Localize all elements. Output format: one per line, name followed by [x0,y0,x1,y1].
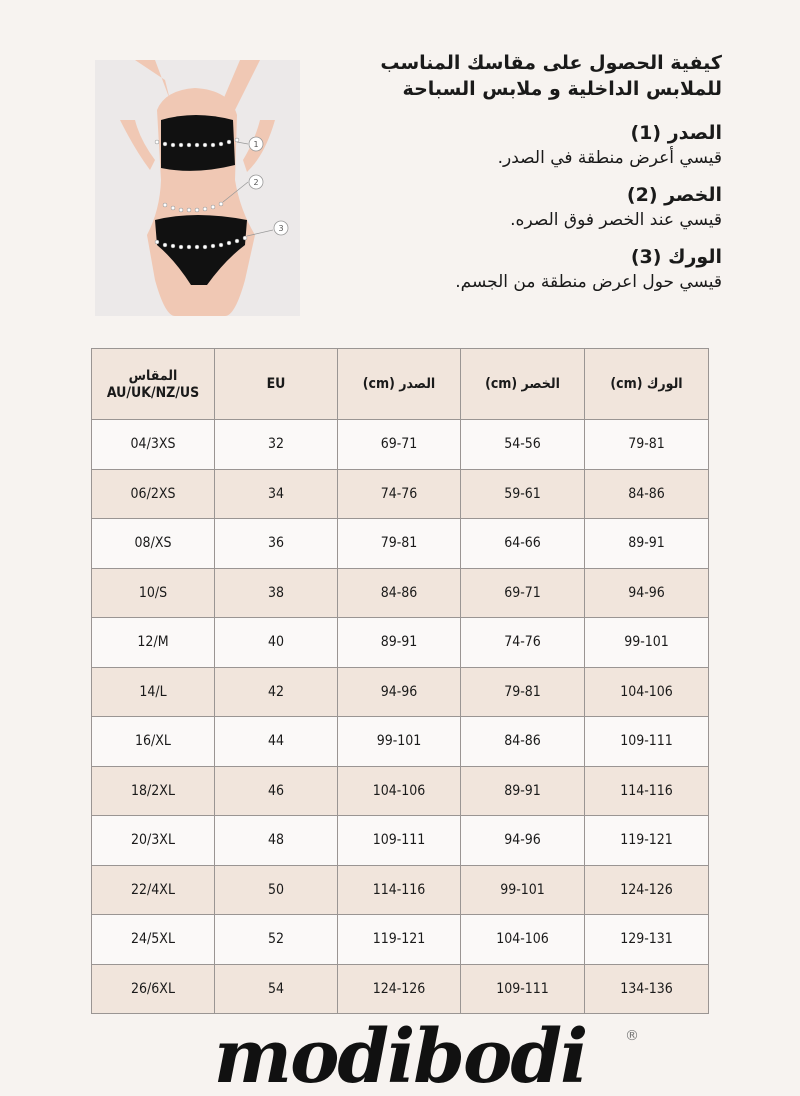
header-bust [338,349,461,420]
cell-bust: 119-121 [338,915,461,965]
cell-hip: 129-131 [585,915,709,965]
cell-eu: 40 [215,618,338,668]
table-header-row [92,349,709,420]
cell-waist: 59-61 [461,469,585,519]
marker-3-label: 3 [278,224,284,233]
marker-2-label: 2 [253,178,259,187]
cell-hip: 119-121 [585,816,709,866]
cell-size: 06/2XS [92,469,215,519]
registered-mark: ® [625,1028,639,1044]
marker-1-label: 1 [253,140,259,149]
guide-title-line2: للملابس الداخلية و ملابس السباحة [402,78,722,100]
table-row [92,964,709,1014]
header-hip [585,349,709,420]
cell-eu: 54 [215,964,338,1014]
guide-title [330,50,722,102]
cell-bust: 99-101 [338,717,461,767]
cell-bust: 114-116 [338,865,461,915]
marker-3 [274,221,288,235]
marker-2 [249,175,263,189]
measuring-guide [330,50,722,306]
header-hip-label: الورك (cm) [610,376,683,392]
cell-bust: 104-106 [338,766,461,816]
table-row [92,420,709,470]
header-size-arabic: المقاس [128,368,178,384]
cell-waist: 64-66 [461,519,585,569]
waist-description: قيسي عند الخصر فوق الصره. [510,210,722,230]
cell-eu: 48 [215,816,338,866]
cell-bust: 74-76 [338,469,461,519]
cell-size: 22/4XL [92,865,215,915]
cell-waist: 54-56 [461,420,585,470]
header-size-regions: AU/UK/NZ/US [106,385,200,401]
cell-waist: 89-91 [461,766,585,816]
cell-hip: 99-101 [585,618,709,668]
waist-heading: الخصر (2) [626,184,722,206]
cell-eu: 36 [215,519,338,569]
cell-size: 20/3XL [92,816,215,866]
bust-description: قيسي أعرض منطقة في الصدر. [497,148,722,168]
cell-size: 12/M [92,618,215,668]
cell-eu: 32 [215,420,338,470]
cell-bust: 79-81 [338,519,461,569]
cell-hip: 104-106 [585,667,709,717]
table-row [92,618,709,668]
header-size [92,349,215,420]
cell-size: 24/5XL [92,915,215,965]
cell-waist: 69-71 [461,568,585,618]
cell-waist: 99-101 [461,865,585,915]
cell-bust: 89-91 [338,618,461,668]
cell-eu: 38 [215,568,338,618]
bust-heading: الصدر (1) [630,122,722,144]
marker-1 [249,137,263,151]
cell-waist: 84-86 [461,717,585,767]
cell-eu: 42 [215,667,338,717]
cell-waist: 79-81 [461,667,585,717]
cell-eu: 44 [215,717,338,767]
cell-eu: 50 [215,865,338,915]
cell-hip: 109-111 [585,717,709,767]
hip-description: قيسي حول اعرض منطقة من الجسم. [455,272,722,292]
table-row [92,717,709,767]
cell-hip: 89-91 [585,519,709,569]
cell-hip: 124-126 [585,865,709,915]
cell-bust: 109-111 [338,816,461,866]
guide-title-line1: كيفية الحصول على مقاسك المناسب [380,52,722,74]
cell-waist: 104-106 [461,915,585,965]
size-chart-table [91,348,709,1014]
cell-bust: 94-96 [338,667,461,717]
header-eu: EU [215,349,338,420]
cell-size: 04/3XS [92,420,215,470]
cell-size: 14/L [92,667,215,717]
cell-bust: 84-86 [338,568,461,618]
cell-size: 10/S [92,568,215,618]
table-row [92,469,709,519]
table-row [92,519,709,569]
cell-hip: 114-116 [585,766,709,816]
header-waist [461,349,585,420]
table-row [92,915,709,965]
cell-size: 26/6XL [92,964,215,1014]
cell-waist: 94-96 [461,816,585,866]
cell-bust: 124-126 [338,964,461,1014]
modibodi-logo [160,1020,640,1092]
cell-eu: 46 [215,766,338,816]
cell-eu: 34 [215,469,338,519]
cell-hip: 134-136 [585,964,709,1014]
cell-size: 16/XL [92,717,215,767]
cell-waist: 74-76 [461,618,585,668]
table-row [92,816,709,866]
cell-eu: 52 [215,915,338,965]
header-waist-label: الخصر (cm) [485,376,560,392]
cell-size: 18/2XL [92,766,215,816]
hip-heading: الورك (3) [630,246,722,268]
table-row [92,766,709,816]
table-row [92,865,709,915]
cell-hip: 79-81 [585,420,709,470]
cell-hip: 84-86 [585,469,709,519]
table-row [92,667,709,717]
header-bust-label: الصدر (cm) [362,376,436,392]
cell-size: 08/XS [92,519,215,569]
cell-hip: 94-96 [585,568,709,618]
body-measurement-illustration [95,60,300,316]
cell-waist: 109-111 [461,964,585,1014]
logo-wordmark: modibodi [213,1020,587,1092]
table-row [92,568,709,618]
cell-bust: 69-71 [338,420,461,470]
